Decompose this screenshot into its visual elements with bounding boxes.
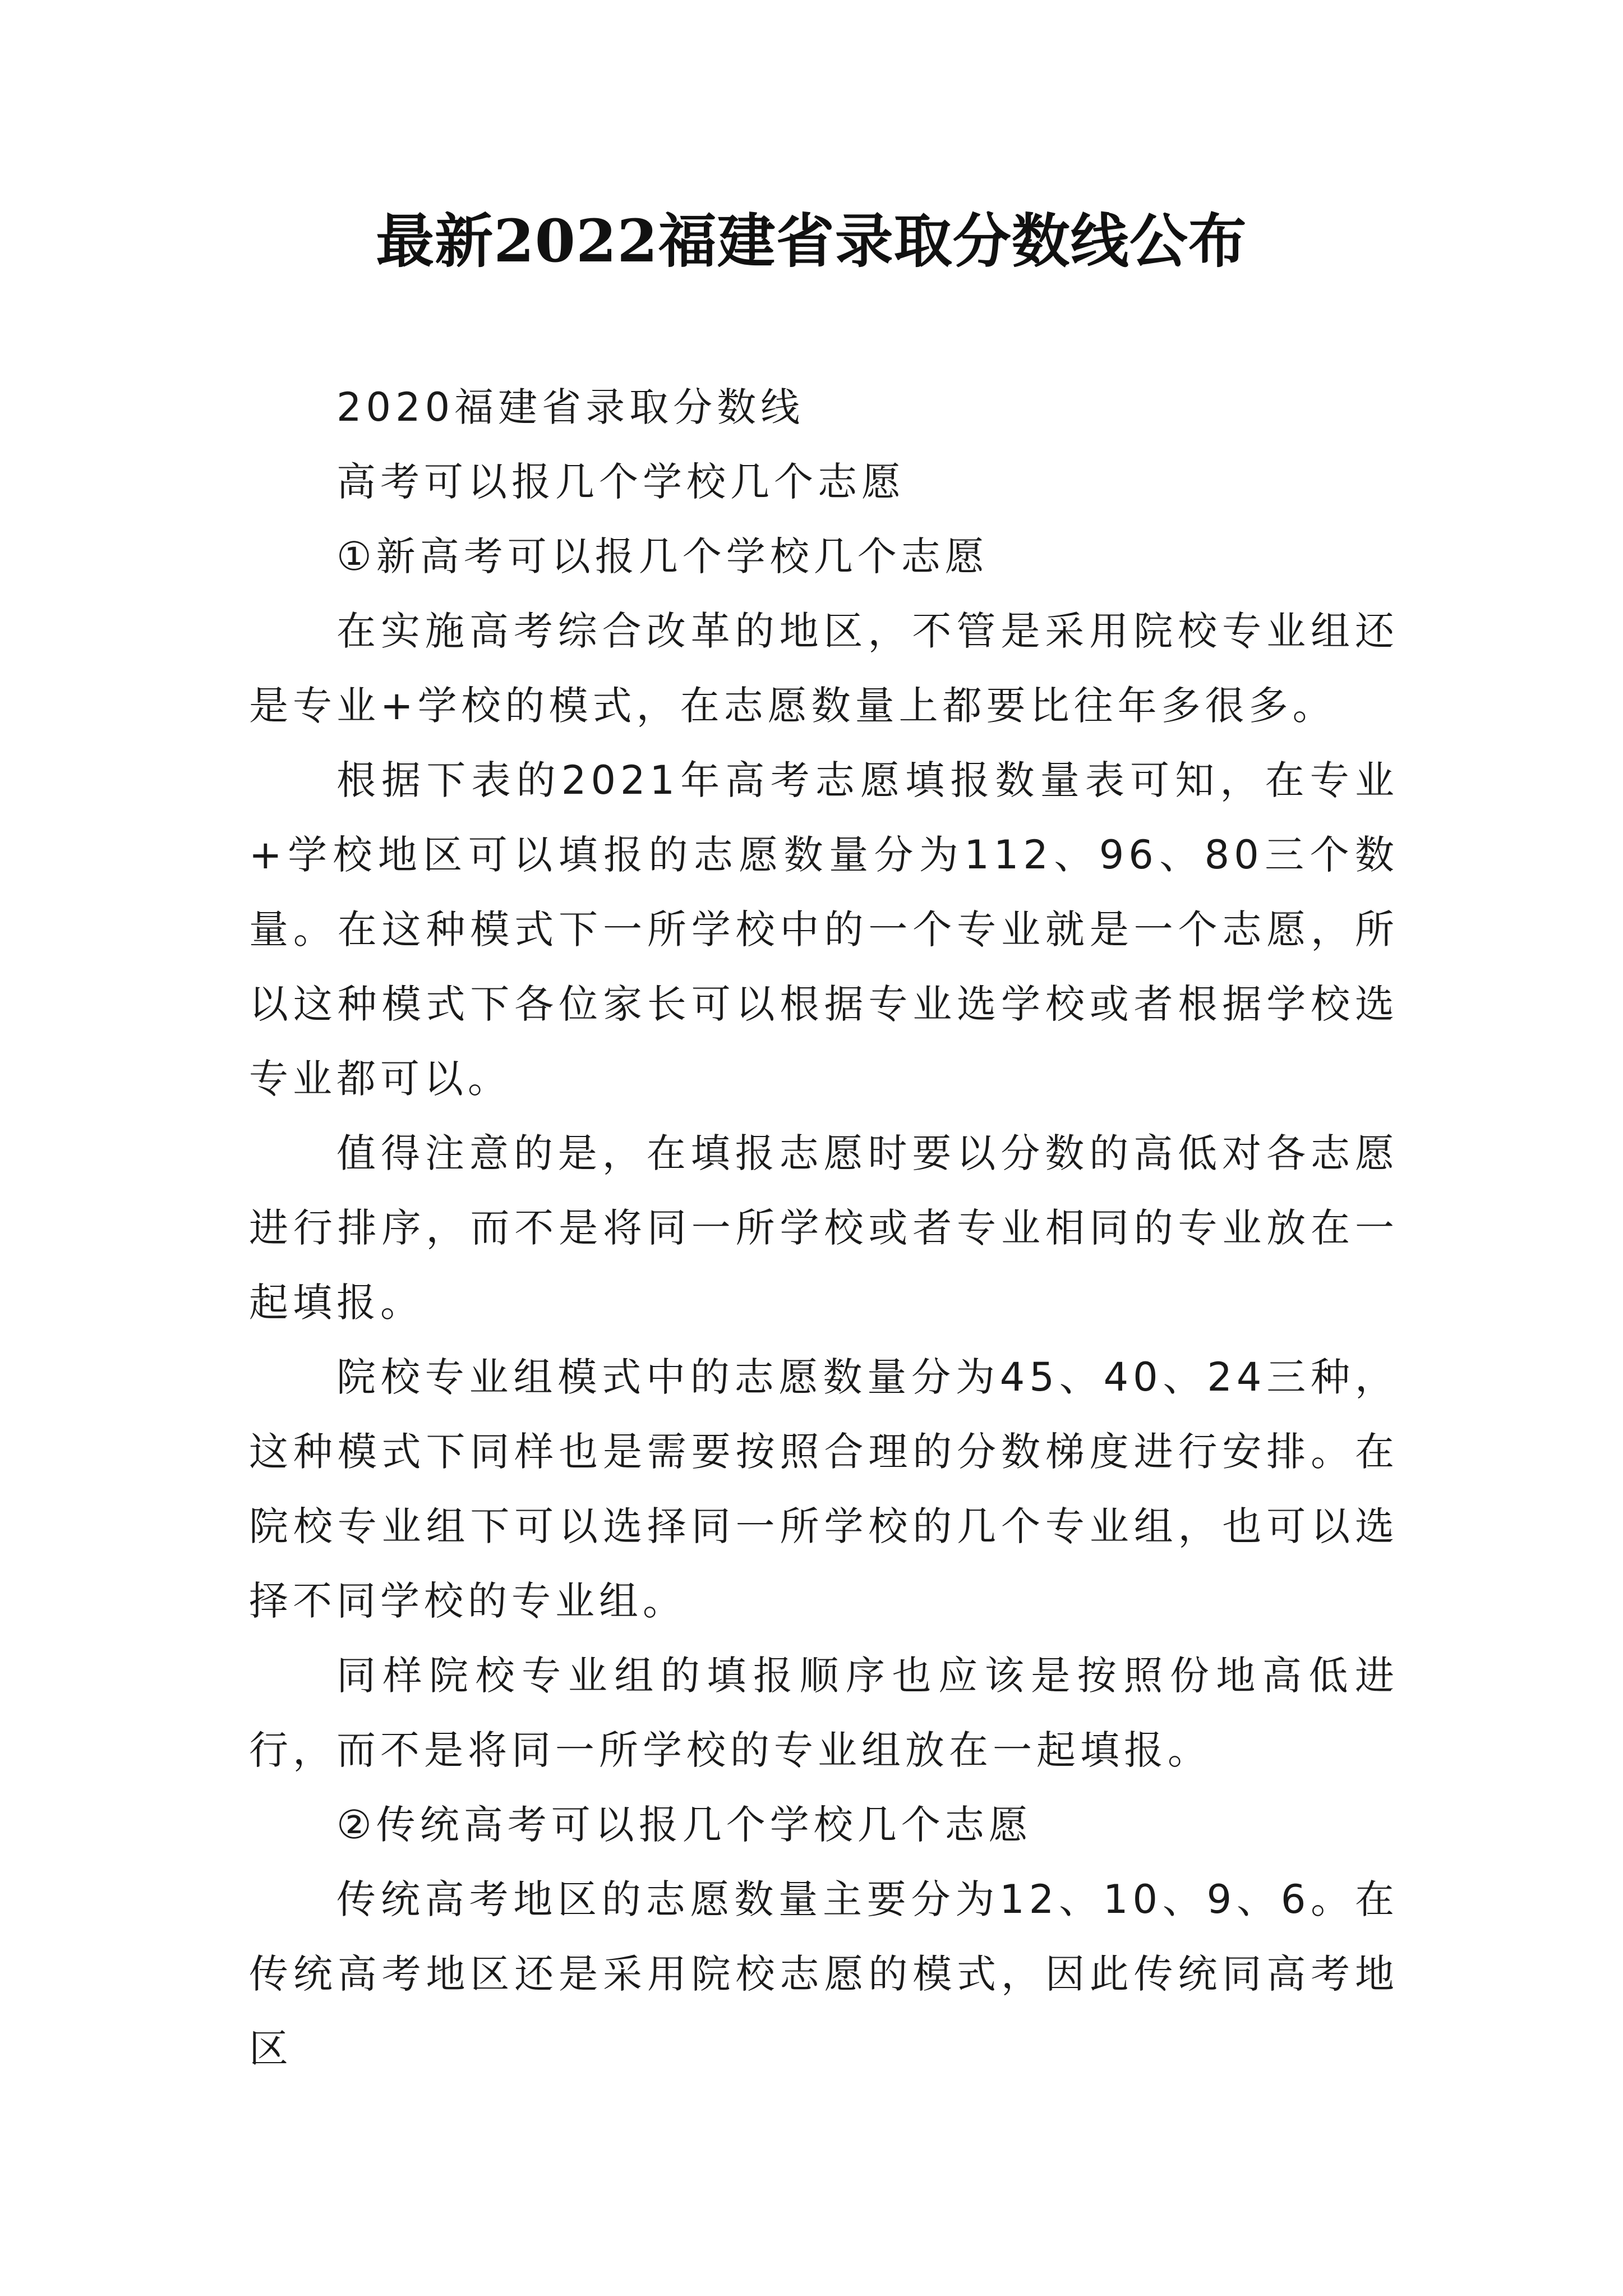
document-title: 最新2022福建省录取分数线公布 bbox=[376, 206, 1247, 275]
paragraph: ①新高考可以报几个学校几个志愿 bbox=[336, 533, 989, 579]
paragraph: 高考可以报几个学校几个志愿 bbox=[336, 459, 905, 505]
paragraph: 院校专业组模式中的志愿数量分为45、40、24三种，这种模式下同样也是需要按照合理的分数梯度进行安排。在院校专业组下可以选择同一所学校的几个专业组，也可以选择不同学校的专业组。 bbox=[249, 1354, 1399, 1624]
paragraph: 根据下表的2021年高考志愿填报数量表可知，在专业+学校地区可以填报的志愿数量分为112、96、80三个数量。在这种模式下一所学校中的一个专业就是一个志愿，所以这种模式下各位家长可以根据专业选学校或者根据学校选专业都可以。 bbox=[249, 757, 1399, 1102]
document-body bbox=[249, 370, 1399, 2086]
paragraph: 在实施高考综合改革的地区，不管是采用院校专业组还是专业+学校的模式，在志愿数量上都要比往年多很多。 bbox=[249, 608, 1399, 729]
paragraph: 传统高考地区的志愿数量主要分为12、10、9、6。在传统高考地区还是采用院校志愿的模式，因此传统同高考地区 bbox=[249, 1876, 1399, 2072]
paragraph: ②传统高考可以报几个学校几个志愿 bbox=[336, 1802, 1032, 1848]
paragraph: 同样院校专业组的填报顺序也应该是按照份地高低进行，而不是将同一所学校的专业组放在一起填报。 bbox=[249, 1653, 1399, 1773]
paragraph: 2020福建省录取分数线 bbox=[336, 384, 805, 430]
paragraph: 值得注意的是，在填报志愿时要以分数的高低对各志愿进行排序，而不是将同一所学校或者专业相同的专业放在一起填报。 bbox=[249, 1130, 1399, 1326]
